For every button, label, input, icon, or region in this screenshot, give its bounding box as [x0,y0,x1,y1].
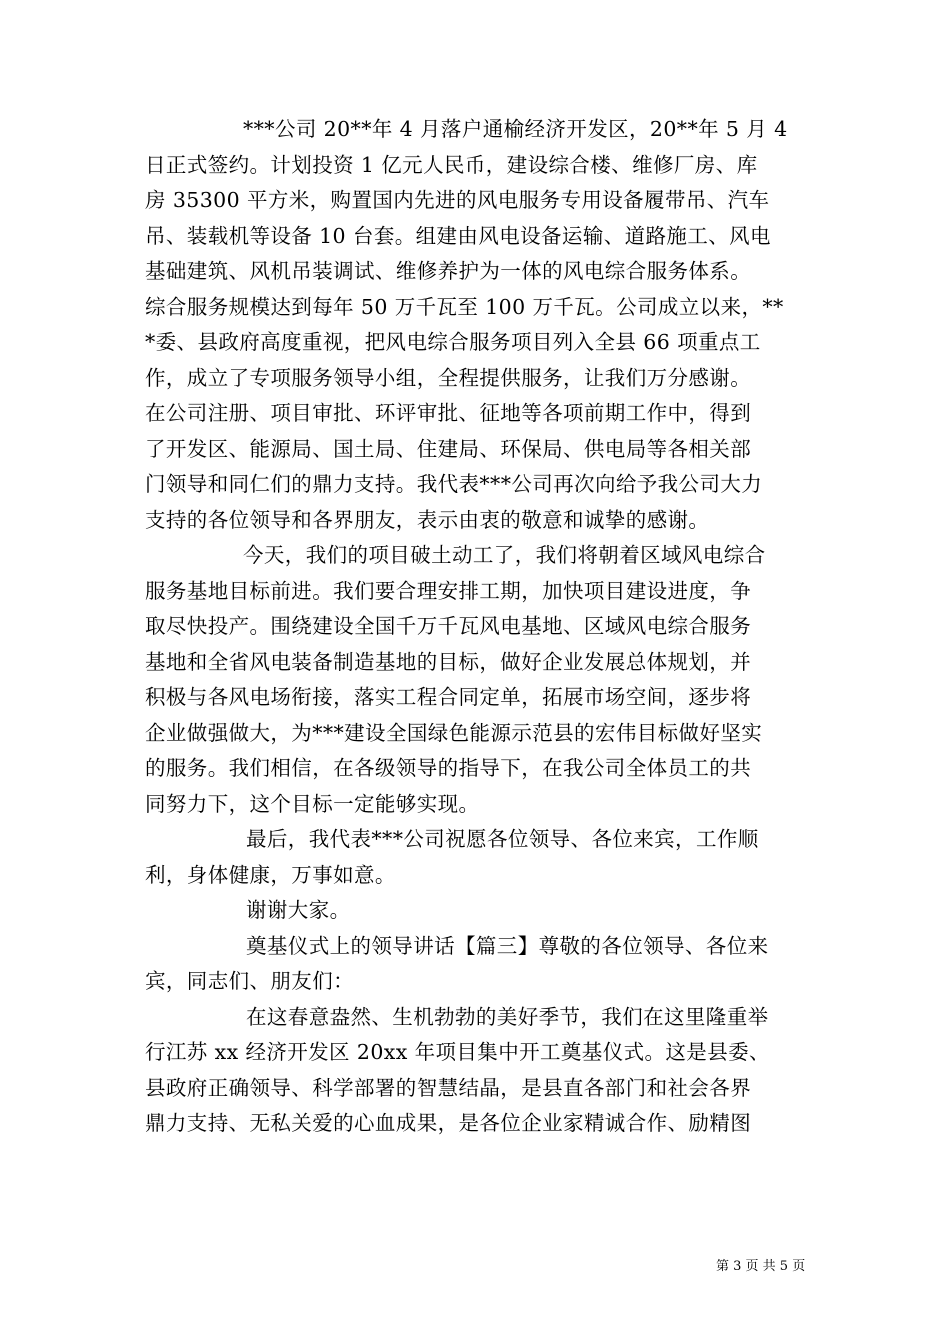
text-line: 门领导和同仁们的鼎力支持。我代表***公司再次向给予我公司大力 [145,472,763,496]
text-line: 利，身体健康，万事如意。 [145,862,396,887]
text-line: 宾，同志们、朋友们： [145,969,354,993]
text-line: 吊、装载机等设备 10 台套。组建由风电设备运输、道路施工、风电 [145,223,771,248]
text-line: 积极与各风电场衔接，落实工程合同定单，拓展市场空间，逐步将 [145,685,752,709]
text-line: 支持的各位领导和各界朋友，表示由衷的敬意和诚挚的感谢。 [145,507,710,532]
text-line: 企业做强做大，为***建设全国绿色能源示范县的宏伟目标做好坚实 [145,720,763,745]
text-line: 综合服务规模达到每年 50 万千瓦至 100 万千瓦。公司成立以来，** [145,294,784,319]
text-line: 行江苏 xx 经济开发区 20xx 年项目集中开工奠基仪式。这是县委、 [145,1040,770,1064]
text-line: 鼎力支持、无私关爱的心血成果，是各位企业家精诚合作、励精图 [145,1111,752,1135]
text-line: 作，成立了专项服务领导小组，全程提供服务，让我们万分感谢。 [145,365,752,390]
text-line: 服务基地目标前进。我们要合理安排工期，加快项目建设进度，争 [145,578,752,603]
text-line: 基础建筑、风机吊装调试、维修养护为一体的风电综合服务体系。 [145,259,752,283]
text-line: 谢谢大家。 [246,898,351,922]
body-text [145,112,810,1142]
text-line: 基地和全省风电装备制造基地的目标，做好企业发展总体规划，并 [145,649,752,674]
text-line: 取尽快投产。围绕建设全国千万千瓦风电基地、区域风电综合服务 [145,614,752,638]
text-line: 了开发区、能源局、国土局、住建局、环保局、供电局等各相关部 [145,436,752,461]
text-line: 房 35300 平方米，购置国内先进的风电服务专用设备履带吊、汽车 [145,188,770,212]
text-line: 奠基仪式上的领导讲话【篇三】尊敬的各位领导、各位来 [246,933,769,958]
text-line: 的服务。我们相信，在各级领导的指导下，在我公司全体员工的共 [145,756,752,780]
text-line: 今天，我们的项目破土动工了，我们将朝着区域风电综合 [243,543,766,567]
text-line: 同努力下，这个目标一定能够实现。 [145,791,480,816]
text-line: *委、县政府高度重视，把风电综合服务项目列入全县 66 项重点工 [145,330,761,354]
text-line: ***公司 20**年 4 月落户通榆经济开发区，20**年 5 月 4 [243,117,788,141]
text-line: 日正式签约。计划投资 1 亿元人民币，建设综合楼、维修厂房、库 [145,152,758,177]
text-line: 县政府正确领导、科学部署的智慧结晶，是县直各部门和社会各界 [145,1075,752,1100]
text-line: 在公司注册、项目审批、环评审批、征地等各项前期工作中，得到 [145,401,752,425]
page-number: 第 3 页 共 5 页 [716,1259,806,1274]
text-line: 在这春意盎然、生机勃勃的美好季节，我们在这里隆重举 [246,1004,769,1029]
text-line: 最后，我代表***公司祝愿各位领导、各位来宾，工作顺 [246,827,759,851]
